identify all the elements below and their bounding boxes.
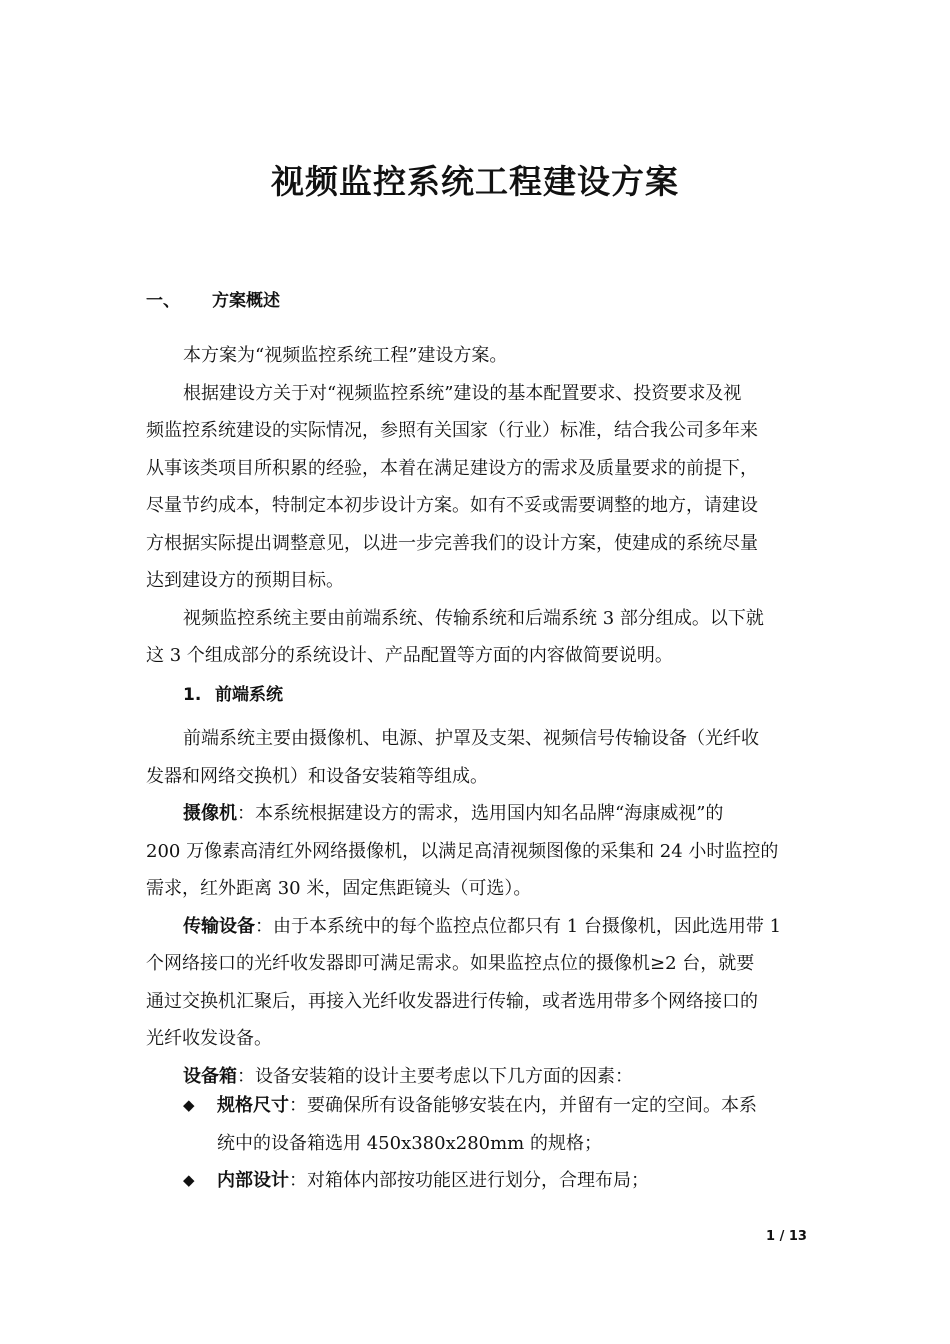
bullet-text: ：对箱体内部按功能区进行划分，合理布局； xyxy=(289,1170,649,1191)
page-number: 1 / 13 xyxy=(766,1229,807,1244)
paragraph-line: 这 3 个组成部分的系统设计、产品配置等方面的内容做简要说明。 xyxy=(146,645,673,666)
paragraph-line: 通过交换机汇聚后，再接入光纤收发器进行传输，或者选用带多个网络接口的 xyxy=(146,990,758,1012)
subsection-heading xyxy=(183,680,283,705)
paragraph-line: 根据建设方关于对“视频监控系统”建设的基本配置要求、投资要求及视 xyxy=(183,382,742,404)
camera-term: 摄像机 xyxy=(183,803,237,824)
transmission-text: ：由于本系统中的每个监控点位都只有 1 台摄像机，因此选用带 1 xyxy=(255,915,782,937)
paragraph-line: 方根据实际提出调整意见，以进一步完善我们的设计方案，使建成的系统尽量 xyxy=(146,532,758,554)
paragraph-line: 视频监控系统主要由前端系统、传输系统和后端系统 3 部分组成。以下就 xyxy=(183,607,764,629)
paragraph-line: 尽量节约成本，特制定本初步设计方案。如有不妥或需要调整的地方，请建设 xyxy=(146,495,758,516)
transmission-line xyxy=(146,908,810,946)
paragraph-line: 需求，红外距离 30 米，固定焦距镜头（可选）。 xyxy=(146,878,532,899)
document-title: 视频监控系统工程建设方案 xyxy=(271,162,679,201)
subsection-number: 1. xyxy=(183,685,202,705)
paragraph-line: 本方案为“视频监控系统工程”建设方案。 xyxy=(183,345,508,366)
cabinet-term: 设备箱 xyxy=(183,1065,237,1087)
paragraph-line: 从事该类项目所积累的经验，本着在满足建设方的需求及质量要求的前提下， xyxy=(146,457,758,479)
paragraph-line: 个网络接口的光纤收发器即可满足需求。如果监控点位的摄像机≥2 台，就要 xyxy=(146,953,755,974)
camera-line xyxy=(146,795,810,833)
paragraph-line: 前端系统主要由摄像机、电源、护罩及支架、视频信号传输设备（光纤收 xyxy=(183,728,759,749)
bullet-text: ：要确保所有设备能够安装在内，并留有一定的空间。本系 xyxy=(289,1095,757,1116)
paragraph-line: 光纤收发设备。 xyxy=(146,1028,272,1049)
bullet-item xyxy=(183,1162,813,1200)
overview-paragraphs xyxy=(146,337,810,675)
section-title: 方案概述 xyxy=(212,291,280,311)
transmission-term: 传输设备 xyxy=(183,915,255,937)
cabinet-text: ：设备安装箱的设计主要考虑以下几方面的因素： xyxy=(237,1065,633,1087)
paragraph-line: 200 万像素高清红外网络摄像机，以满足高清视频图像的采集和 24 小时监控的 xyxy=(146,840,779,862)
diamond-bullet-icon: ◆ xyxy=(183,1096,195,1114)
diamond-bullet-icon: ◆ xyxy=(183,1171,195,1189)
section-number: 一、 xyxy=(146,291,180,311)
front-end-paragraphs xyxy=(146,720,810,1095)
paragraph-line: 达到建设方的预期目标。 xyxy=(146,570,344,591)
subsection-title: 前端系统 xyxy=(215,685,283,705)
paragraph-line: 频监控系统建设的实际情况，参照有关国家（行业）标准，结合我公司多年来 xyxy=(146,420,758,441)
paragraph-line: 发器和网络交换机）和设备安装箱等组成。 xyxy=(146,765,488,787)
camera-text: ：本系统根据建设方的需求，选用国内知名品牌“海康威视”的 xyxy=(237,803,724,824)
section-heading xyxy=(146,286,280,311)
bullet-term: 规格尺寸 xyxy=(217,1095,289,1116)
bullet-term: 内部设计 xyxy=(217,1170,289,1191)
bullet-text-line: 统中的设备箱选用 450x380x280mm 的规格； xyxy=(217,1132,602,1154)
bullet-item xyxy=(183,1087,813,1162)
